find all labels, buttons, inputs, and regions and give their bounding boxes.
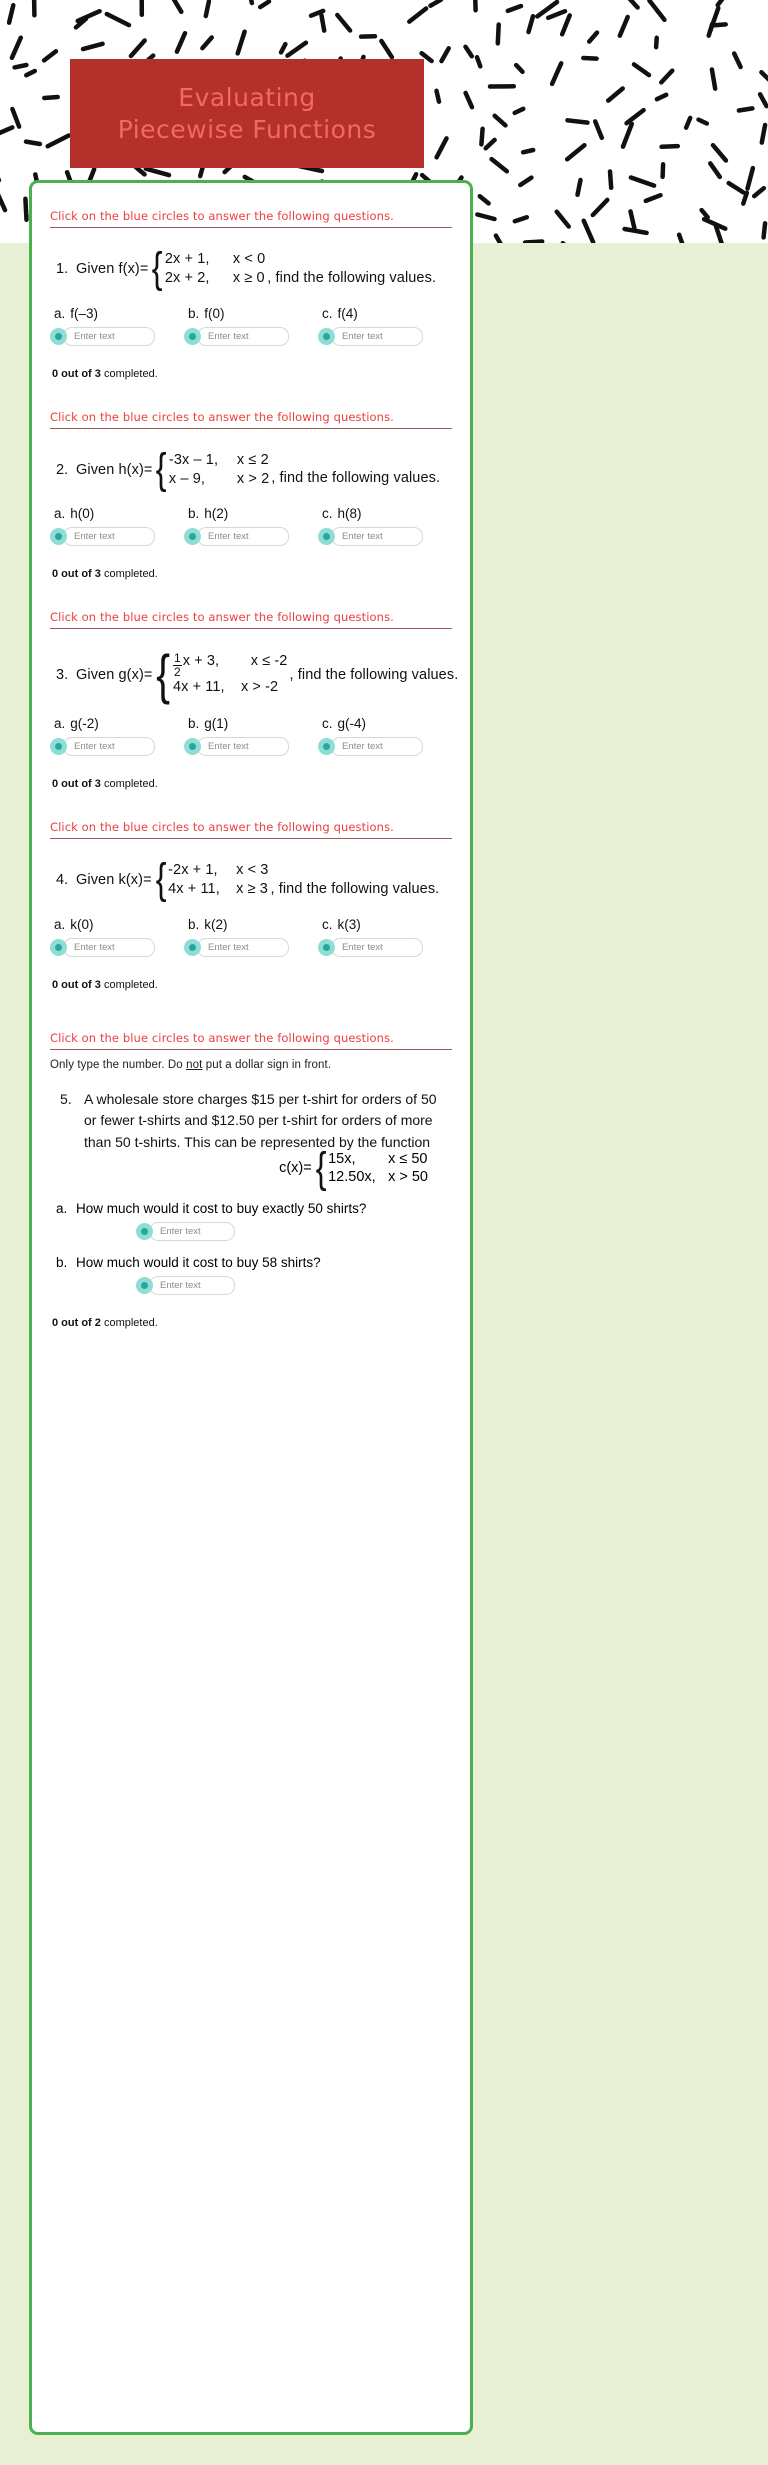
answer-label-a — [50, 716, 184, 737]
answer-text-c: h(8) — [337, 506, 362, 522]
blue-circle-icon-c[interactable] — [318, 328, 335, 345]
answer-row — [50, 288, 452, 346]
answer-input-a[interactable]: Enter text — [63, 327, 155, 346]
answer-letter-b: b. — [187, 715, 200, 731]
answer-label-b — [184, 306, 318, 327]
completion-status — [50, 346, 452, 380]
question-given: Given g(x)= — [76, 666, 153, 683]
fraction-one-half — [173, 652, 182, 677]
answer-item-b — [184, 917, 318, 957]
worksheet-card — [29, 180, 473, 2435]
answer-letter-a: a. — [54, 305, 66, 321]
answer-label-c — [318, 917, 452, 938]
word-problem-function — [50, 1143, 452, 1192]
question-number: 5. — [60, 1090, 72, 1107]
answer-label-b — [184, 716, 318, 737]
answer-text-a: h(0) — [70, 506, 95, 522]
answer-letter-c: c. — [321, 715, 333, 731]
dollar-sign-note — [50, 1050, 452, 1071]
blue-circle-icon-a[interactable] — [50, 939, 67, 956]
case-2-expression: 12.50x, — [328, 1169, 376, 1186]
fraction-numerator: 1 — [173, 651, 181, 666]
question-number: 1. — [56, 260, 69, 277]
completion-suffix: completed. — [100, 1317, 158, 1330]
piecewise-expression — [154, 643, 288, 706]
completion-status — [50, 1295, 452, 1329]
case-2-condition: x > 50 — [388, 1169, 428, 1186]
case-1-expression: 2x + 1, — [164, 251, 210, 267]
left-brace-icon: { — [156, 444, 168, 493]
note-post: put a dollar sign in front. — [202, 1058, 332, 1071]
case-1-expression: -2x + 1, — [168, 861, 218, 878]
answer-label-c — [318, 506, 452, 527]
answer-letter-b: b. — [187, 305, 200, 321]
answer-letter-a: a. — [54, 715, 66, 731]
question-statement — [50, 429, 452, 493]
question-section-2 — [32, 410, 470, 581]
answer-input-b[interactable]: Enter text — [197, 527, 289, 546]
question-number: 2. — [56, 461, 69, 478]
question-given: Given f(x)= — [76, 260, 149, 277]
question-given: Given k(x)= — [76, 871, 152, 888]
question-tail: , find the following values. — [289, 666, 459, 683]
answer-input-a[interactable]: Enter text — [63, 527, 155, 546]
piecewise-expression — [150, 244, 266, 293]
completion-status — [50, 957, 452, 991]
answer-input-a[interactable]: Enter text — [63, 938, 155, 957]
answer-label-c — [318, 716, 452, 737]
completion-count: 0 out of 3 — [52, 568, 101, 581]
case-2-condition: x ≥ 3 — [236, 880, 268, 897]
answer-label-c — [318, 306, 452, 327]
question-section-5 — [32, 1031, 470, 1330]
answer-text-c: k(3) — [337, 916, 361, 932]
title-banner — [70, 59, 424, 168]
answer-item-c — [318, 716, 452, 756]
question-tail: , find the following values. — [270, 880, 440, 897]
answer-item-a — [50, 716, 184, 756]
answer-row — [50, 488, 452, 546]
completion-count: 0 out of 3 — [52, 978, 101, 991]
word-answer-b-input-row — [50, 1270, 452, 1295]
fraction-denominator: 2 — [173, 664, 181, 679]
completion-count: 0 out of 3 — [52, 777, 101, 790]
answer-item-b — [184, 716, 318, 756]
question-given: Given h(x)= — [76, 461, 153, 478]
blue-circle-icon-b[interactable] — [184, 939, 201, 956]
case-2-expression: 4x + 11, — [168, 880, 220, 897]
answer-input-c[interactable]: Enter text — [331, 327, 423, 346]
case-2-expression: 2x + 2, — [164, 269, 210, 286]
instruction-prompt: Click on the blue circles to answer the following questions. — [50, 409, 394, 424]
case-1-condition: x ≤ 50 — [388, 1150, 428, 1167]
case-1-expression: -3x – 1, — [168, 451, 219, 468]
answer-input-b[interactable]: Enter text — [197, 327, 289, 346]
completion-suffix: completed. — [100, 367, 158, 380]
answer-text-a: f(–3) — [70, 305, 99, 321]
answer-text-c: g(-4) — [337, 715, 366, 731]
answer-label-b — [184, 506, 318, 527]
left-brace-icon: { — [155, 855, 167, 904]
answer-item-a — [50, 306, 184, 346]
case-1-expression: x + 3, — [182, 653, 220, 670]
blue-circle-icon-c[interactable] — [318, 939, 335, 956]
answer-item-c — [318, 917, 452, 957]
left-brace-icon: { — [156, 643, 171, 706]
answer-input-a[interactable]: Enter text — [63, 737, 155, 756]
instruction-prompt: Click on the blue circles to answer the following questions. — [50, 209, 394, 223]
answer-item-c — [318, 306, 452, 346]
case-2-condition: x > -2 — [240, 678, 279, 695]
completion-status — [50, 546, 452, 580]
answer-text-b: f(0) — [204, 305, 225, 321]
answer-letter-c: c. — [321, 305, 333, 321]
case-1-condition: x ≤ 2 — [236, 451, 269, 468]
note-underline: not — [186, 1058, 203, 1071]
case-1-expression: 15x, — [328, 1150, 356, 1167]
answer-row — [50, 899, 452, 957]
answer-item-a — [50, 506, 184, 546]
answer-text-a: g(-2) — [70, 715, 99, 731]
title-line-2: Piecewise Functions — [117, 114, 377, 144]
case-1-condition: x < 3 — [236, 861, 269, 878]
answer-input-a[interactable]: Enter text — [149, 1222, 235, 1241]
blue-circle-icon-c[interactable] — [318, 738, 335, 755]
case-2-condition: x > 2 — [236, 470, 270, 487]
blue-circle-icon-a[interactable] — [50, 738, 67, 755]
case-1-condition: x ≤ -2 — [250, 653, 288, 670]
blue-circle-icon-a[interactable] — [50, 328, 67, 345]
blue-circle-icon-b[interactable] — [184, 328, 201, 345]
function-label: c(x)= — [279, 1160, 312, 1177]
answer-label-a — [50, 506, 184, 527]
answer-input-b[interactable]: Enter text — [149, 1276, 235, 1295]
answer-input-c[interactable]: Enter text — [331, 527, 423, 546]
answer-letter-a: a. — [54, 506, 66, 522]
completion-suffix: completed. — [100, 978, 158, 991]
title-line-1: Evaluating — [178, 83, 316, 112]
piecewise-expression — [314, 1143, 428, 1192]
word-problem-statement — [50, 1071, 452, 1154]
completion-count: 0 out of 2 — [52, 1317, 101, 1330]
answer-label-b — [184, 917, 318, 938]
case-2-expression: x – 9, — [168, 470, 205, 487]
left-brace-icon: { — [315, 1143, 327, 1192]
word-problem-text: A wholesale store charges $15 per t-shirt for orders of 50 or fewer t-shirts and $12.50 per t-shirt for orders of more than 50 t-shirts. This can be represented by the function — [84, 1090, 437, 1150]
word-answer-b-label — [50, 1241, 452, 1270]
answer-text-b: How much would it cost to buy 58 shirts? — [76, 1255, 321, 1271]
piecewise-expression — [154, 444, 270, 493]
case-2-condition: x ≥ 0 — [232, 269, 265, 286]
question-tail: , find the following values. — [271, 470, 441, 487]
answer-letter-b: b. — [187, 916, 200, 932]
question-tail: , find the following values. — [267, 269, 437, 286]
answer-text-b: k(2) — [204, 916, 228, 932]
answer-row — [50, 698, 452, 756]
answer-label-a — [50, 306, 184, 327]
completion-status — [50, 756, 452, 790]
piecewise-expression — [154, 855, 269, 904]
word-answer-a-input-row — [50, 1216, 452, 1241]
answer-input-c[interactable]: Enter text — [331, 737, 423, 756]
question-statement — [50, 839, 452, 904]
question-section-4 — [32, 820, 470, 991]
answer-item-a — [50, 917, 184, 957]
answer-item-b — [184, 306, 318, 346]
case-1-condition: x < 0 — [232, 251, 266, 267]
answer-letter-c: c. — [321, 916, 333, 932]
question-statement — [50, 228, 452, 293]
question-number: 4. — [56, 871, 69, 888]
answer-input-b[interactable]: Enter text — [197, 938, 289, 957]
instruction-prompt: Click on the blue circles to answer the following questions. — [50, 1030, 394, 1045]
answer-letter-a: a. — [54, 916, 66, 932]
completion-suffix: completed. — [100, 568, 158, 581]
answer-item-b — [184, 506, 318, 546]
question-section-3 — [32, 610, 470, 789]
answer-text-a: How much would it cost to buy exactly 50 shirts? — [76, 1201, 367, 1217]
answer-letter-b: b. — [187, 506, 200, 522]
answer-letter-b: b. — [56, 1255, 68, 1271]
answer-text-a: k(0) — [70, 916, 94, 932]
answer-label-a — [50, 917, 184, 938]
completion-count: 0 out of 3 — [52, 367, 101, 380]
answer-text-c: f(4) — [337, 305, 358, 321]
word-answer-a-label — [50, 1187, 452, 1216]
answer-text-b: h(2) — [204, 506, 229, 522]
completion-suffix: completed. — [100, 777, 158, 790]
answer-letter-c: c. — [321, 506, 333, 522]
instruction-prompt: Click on the blue circles to answer the following questions. — [50, 819, 394, 834]
blue-circle-icon-b[interactable] — [184, 738, 201, 755]
answer-item-c — [318, 506, 452, 546]
note-pre: Only type the number. Do — [50, 1058, 187, 1071]
answer-letter-a: a. — [56, 1201, 68, 1217]
answer-input-c[interactable]: Enter text — [331, 938, 423, 957]
answer-text-b: g(1) — [204, 715, 229, 731]
case-2-expression: 4x + 11, — [172, 678, 225, 695]
question-section-1 — [32, 209, 470, 380]
instruction-prompt: Click on the blue circles to answer the following questions. — [50, 610, 394, 625]
left-brace-icon: { — [152, 244, 164, 293]
question-statement — [50, 629, 459, 706]
answer-input-b[interactable]: Enter text — [197, 737, 289, 756]
question-number: 3. — [56, 666, 69, 683]
